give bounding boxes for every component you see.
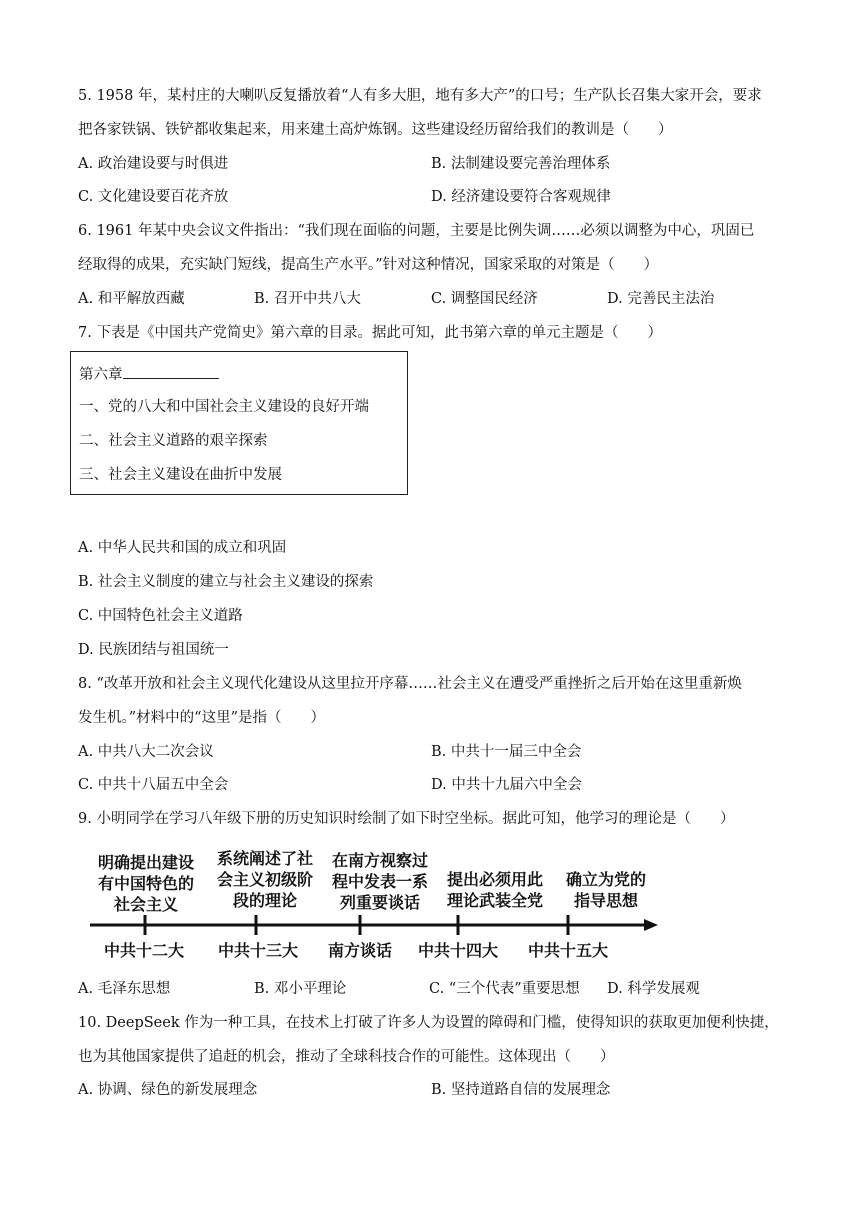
q8-option-d: D. 中共十九届六中全会: [431, 777, 582, 793]
q10-stem-line2: 也为其他国家提供了追赶的机会，推动了全球科技合作的可能性。这体现出（ ）: [78, 1049, 615, 1065]
q6-stem-line2: 经取得的成果，充实缺门短线，提高生产水平。”针对这种情况，国家采取的对策是（ ）: [78, 257, 659, 273]
q10-option-b: B. 坚持道路自信的发展理念: [431, 1082, 611, 1098]
q5-stem-line2: 把各家铁锅、铁铲都收集起来，用来建土高炉炼钢。这些建设经历留给我们的教训是（ ）: [78, 122, 673, 138]
q5-option-b: B. 法制建设要完善治理体系: [431, 156, 611, 172]
timeline-event-3-text: 在南方视察过 程中发表一系 列重要谈话: [331, 851, 428, 912]
timeline-label-1: 中共十二大: [104, 941, 185, 960]
q7-box-item-2: 二、社会主义道路的艰辛探索: [79, 433, 268, 449]
q10-option-a: A. 协调、绿色的新发展理念: [78, 1082, 258, 1098]
q5-option-a: A. 政治建设要与时俱进: [78, 156, 229, 172]
q7-box-title-row: [79, 364, 219, 385]
q9-timeline-figure: [78, 843, 658, 973]
q6-option-d: D. 完善民主法治: [607, 291, 715, 307]
timeline-event-5-text: 确立为党的 指导思想: [565, 870, 646, 910]
q7-box-title: 第六章: [79, 367, 123, 383]
q8-stem-line1: 8. “改革开放和社会主义现代化建设从这里拉开序幕……社会主义在遭受严重挫折之后开始在这里重新焕: [78, 676, 742, 692]
q9-option-b: B. 邓小平理论: [254, 981, 347, 997]
timeline-label-3: 南方谈话: [328, 941, 393, 960]
q7-stem-line1: 7. 下表是《中国共产党简史》第六章的目录。据此可知，此书第六章的单元主题是（ ）: [78, 325, 662, 341]
q7-option-a: A. 中华人民共和国的成立和巩固: [78, 540, 287, 556]
q6-option-c: C. 调整国民经济: [431, 291, 538, 307]
q6-option-b: B. 召开中共八大: [254, 291, 361, 307]
timeline-event-1-text: 明确提出建设 有中国特色的 社会主义: [97, 853, 194, 914]
timeline-event-4-text: 提出必须用此 理论武装全党: [446, 870, 543, 910]
q6-option-a: A. 和平解放西藏: [78, 291, 185, 307]
q9-option-c: C. “三个代表”重要思想: [429, 981, 580, 997]
q7-box-item-3: 三、社会主义建设在曲折中发展: [79, 467, 282, 483]
q8-stem-line2: 发生机。”材料中的“这里”是指（ ）: [78, 710, 325, 726]
q8-option-b: B. 中共十一届三中全会: [431, 744, 582, 760]
q9-option-a: A. 毛泽东思想: [78, 981, 171, 997]
q5-stem-line1: 5. 1958 年，某村庄的大喇叭反复播放着“人有多大胆，地有多大产”的口号；生产队长召集大家开会，要求: [78, 88, 762, 104]
q8-option-c: C. 中共十八届五中全会: [78, 777, 229, 793]
q7-box-blank: [123, 364, 219, 379]
q6-stem-line1: 6. 1961 年某中央会议文件指出：“我们现在面临的问题，主要是比例失调……必须以调整为中心，巩固已: [78, 223, 755, 239]
timeline-event-2-text: 系统阐述了社 会主义初级阶 段的理论: [216, 849, 313, 910]
q9-option-d: D. 科学发展观: [607, 981, 700, 997]
q8-option-a: A. 中共八大二次会议: [78, 744, 214, 760]
timeline-label-4: 中共十四大: [418, 941, 499, 960]
timeline-arrowhead: [644, 919, 658, 931]
timeline-label-5: 中共十五大: [528, 941, 609, 960]
q5-option-c: C. 文化建设要百花齐放: [78, 189, 229, 205]
q10-stem-line1: 10. DeepSeek 作为一种工具，在技术上打破了许多人为设置的障碍和门槛，使得知识的获取更加便利快捷，: [78, 1015, 779, 1031]
q7-box-item-1: 一、党的八大和中国社会主义建设的良好开端: [79, 399, 369, 415]
q7-table-of-contents: [70, 351, 408, 495]
q7-option-c: C. 中国特色社会主义道路: [78, 608, 243, 624]
q7-option-d: D. 民族团结与祖国统一: [78, 642, 229, 658]
q7-option-b: B. 社会主义制度的建立与社会主义建设的探索: [78, 574, 374, 590]
q9-stem-line1: 9. 小明同学在学习八年级下册的历史知识时绘制了如下时空坐标。据此可知，他学习的理论是（ ）: [78, 811, 735, 827]
q5-option-d: D. 经济建设要符合客观规律: [431, 189, 611, 205]
timeline-label-2: 中共十三大: [218, 941, 299, 960]
